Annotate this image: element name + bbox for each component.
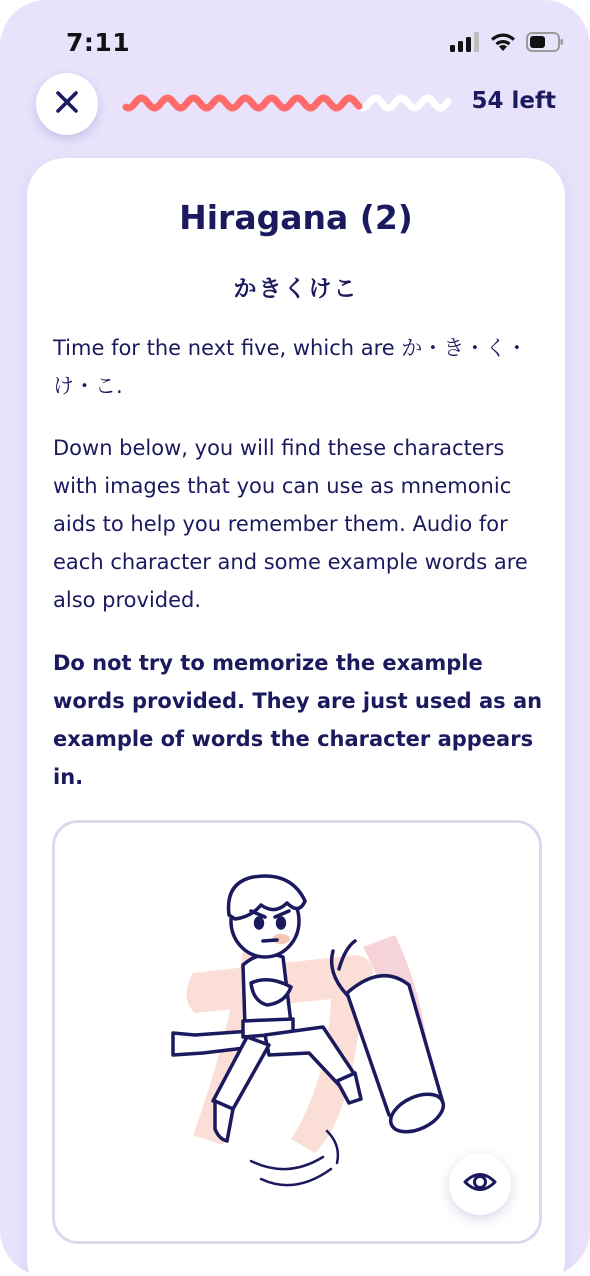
lesson-subtitle: かきくけこ [233,276,359,302]
status-icons [450,32,564,52]
note-paragraph: Do not try to memorize the example words provided. They are just used as an example of words the character appears in. [53,651,543,789]
mnemonic-image-panel [52,820,542,1244]
progress-completed [126,98,359,108]
reveal-button[interactable] [449,1153,511,1215]
lesson-progress-bar [122,89,452,117]
lesson-card [27,158,565,1276]
eye-icon [463,1170,497,1198]
signal-icon [450,32,480,52]
status-bar [0,0,590,70]
close-button[interactable] [36,73,98,135]
remaining-count: 54 left [471,88,556,114]
wifi-icon [489,32,517,52]
progress-remaining [359,98,448,108]
intro-paragraph: Time for the next five, which are か・き・く・け・こ. [53,336,528,398]
close-icon [54,89,80,119]
battery-icon [526,32,564,52]
status-time: 7:11 [66,28,131,57]
lesson-title: Hiragana (2) [179,198,413,237]
mnemonic-paragraph: Down below, you will find these characters with images that you can use as mnemonic aids to help you remember them. Audio for each character and some example words are also provided. [53,436,528,612]
